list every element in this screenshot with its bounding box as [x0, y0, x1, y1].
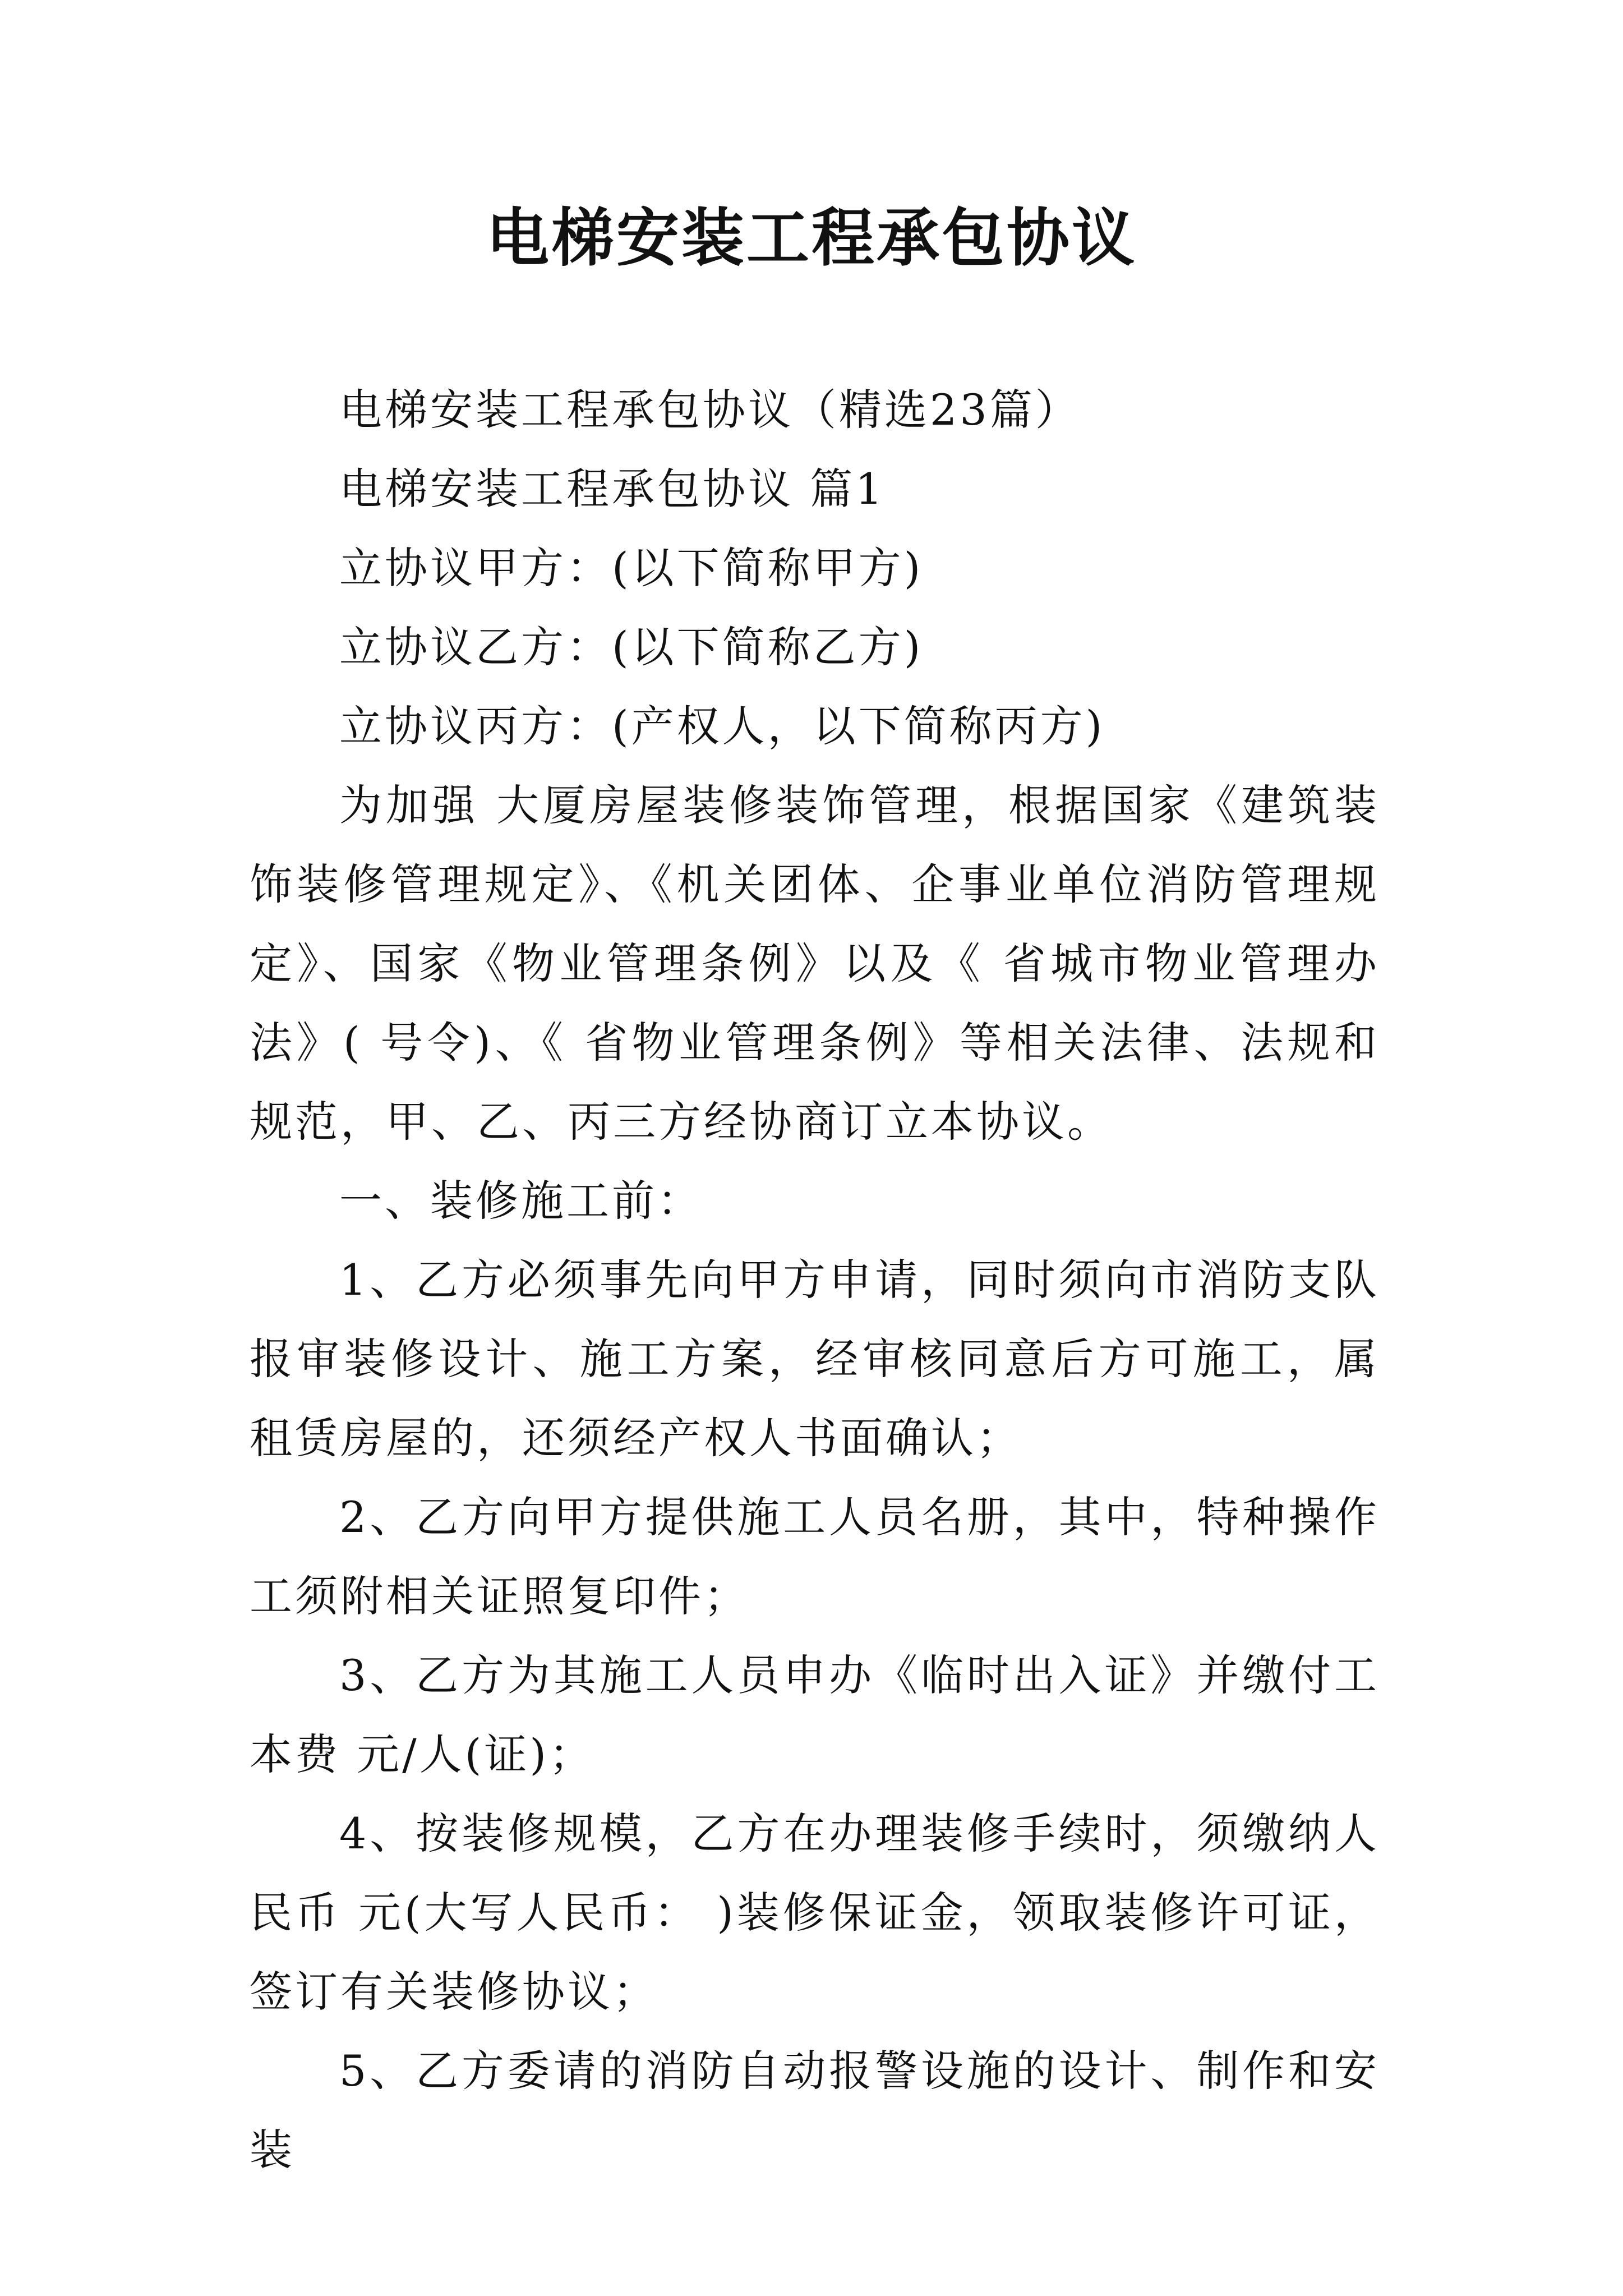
paragraph-item-5: 5、乙方委请的消防自动报警设施的设计、制作和安装 [250, 2046, 1380, 2175]
paragraph-subtitle: 电梯安装工程承包协议（精选23篇） [339, 385, 1081, 435]
paragraph-heading-before-construction: 一、装修施工前： [339, 1176, 703, 1226]
paragraph-party-b: 立协议乙方：(以下简称乙方) [339, 622, 924, 672]
paragraph-item-4: 4、按装修规模，乙方在办理装修手续时，须缴纳人民币 元(大写人民币： )装修保证金，领取装修许可证，签订有关装修协议； [250, 1809, 1380, 2017]
paragraph-item-3: 3、乙方为其施工人员申办《临时出入证》并缴付工本费 元/人(证)； [250, 1650, 1380, 1779]
document-title: 电梯安装工程承包协议 [486, 201, 1137, 275]
paragraph-item-2: 2、乙方向甲方提供施工人员名册，其中，特种操作工须附相关证照复印件； [250, 1492, 1380, 1621]
paragraph-preamble: 为加强 大厦房屋装修装饰管理，根据国家《建筑装饰装修管理规定》、《机关团体、企事业单位消防管理规定》、国家《物业管理条例》以及《 省城市物业管理办法》( 号令)、《 省物业管理条例》等相关法律、法规和规范，甲、乙、丙三方经协商订立本协议。 [250, 780, 1380, 1147]
paragraph-party-c: 立协议丙方：(产权人，以下简称丙方) [339, 701, 1105, 751]
paragraph-section-heading: 电梯安装工程承包协议 篇1 [339, 464, 886, 514]
paragraph-item-1: 1、乙方必须事先向甲方申请，同时须向市消防支队报审装修设计、施工方案，经审核同意后方可施工，属租赁房屋的，还须经产权人书面确认； [250, 1255, 1380, 1463]
document-body [250, 370, 1380, 2189]
paragraph-party-a: 立协议甲方：(以下简称甲方) [339, 543, 924, 593]
